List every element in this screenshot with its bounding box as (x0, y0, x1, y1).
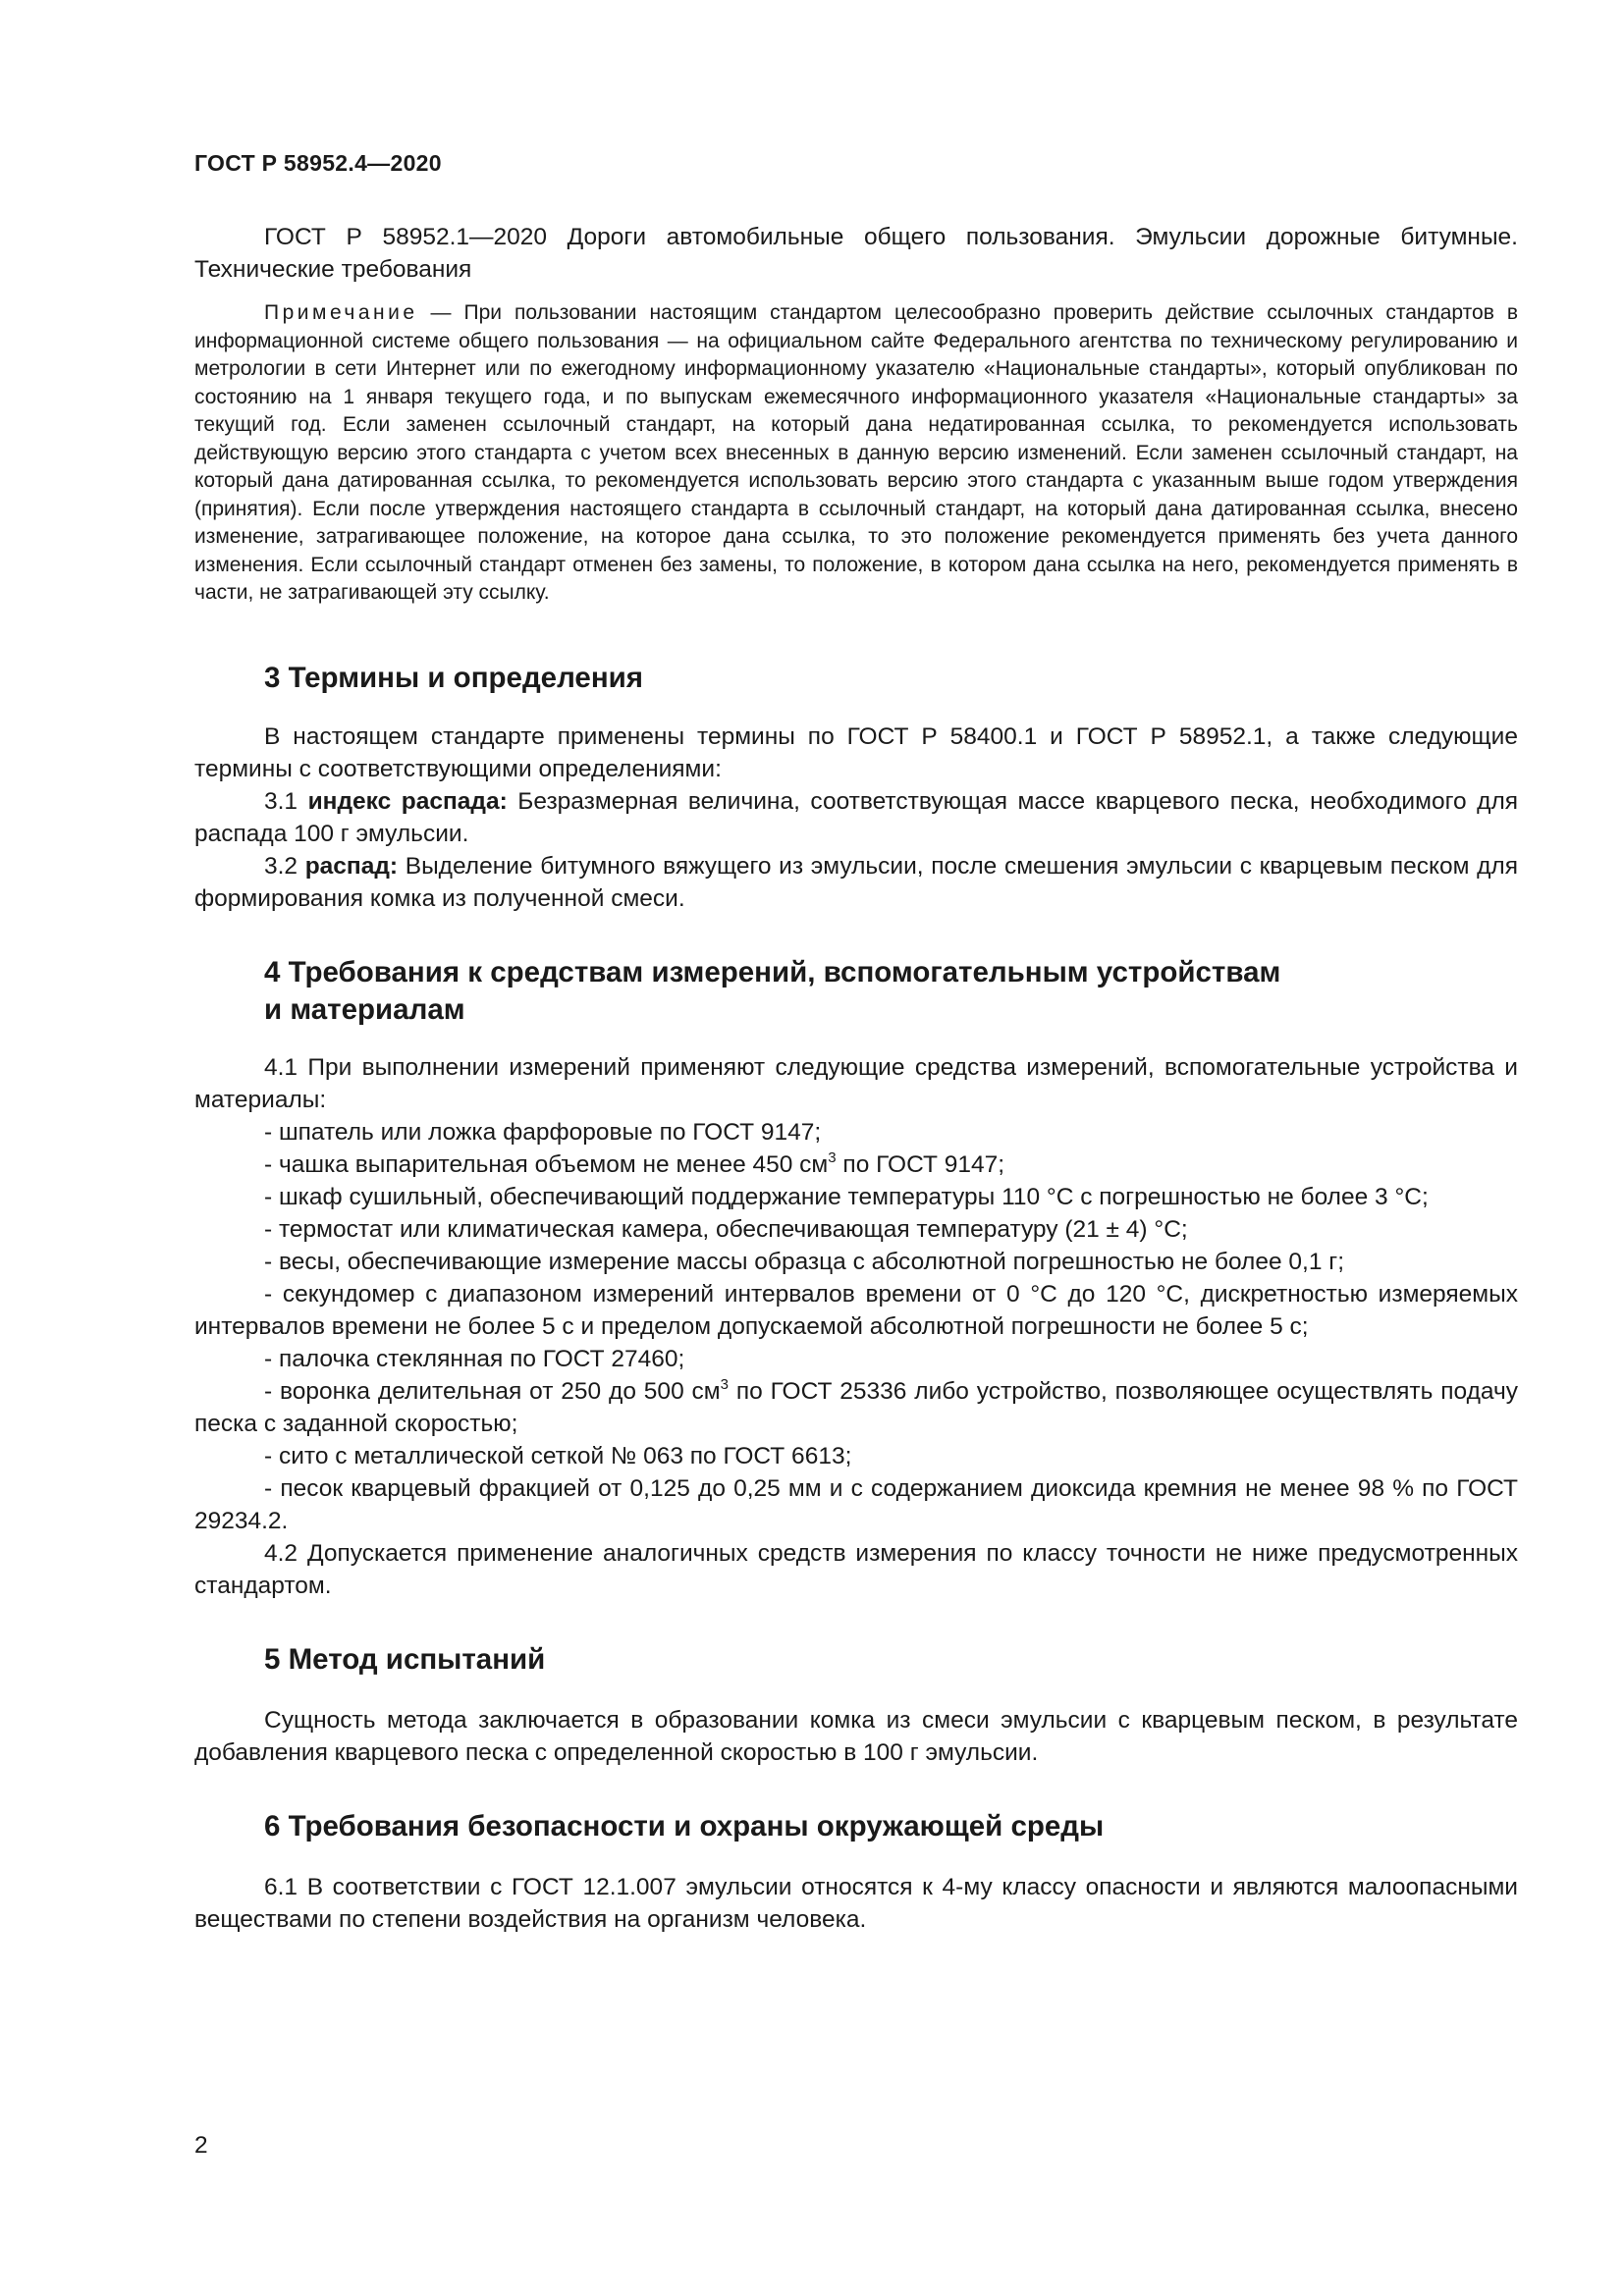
list-item: - шкаф сушильный, обеспечивающий поддержание температуры 110 °С с погрешностью не более 3 °С; (264, 1183, 1429, 1210)
funnel-text-end: по ГОСТ 25336 либо устройство, позволяющее осуществлять подачу песка с заданной скоростью; (194, 1377, 1519, 1437)
section-4-title-line2: и материалам (264, 992, 465, 1026)
cup-sup: 3 (828, 1148, 837, 1166)
ref-gost: ГОСТ Р 58952.1—2020 Дороги автомобильные общего пользования. Эмульсии дорожные битумные. Технические требования (194, 224, 1518, 283)
list-item: - палочка стеклянная по ГОСТ 27460; (264, 1345, 685, 1372)
list-item-funnel (194, 1375, 1518, 1440)
note-text: — При пользовании настоящим стандартом целесообразно проверить действие ссылочных стандартов в информационной системе общего пользования — на официальном сайте Федерального агентства по техническому регулированию и метрологии в сети Интернет или по ежегодному информационному указателю «Национальные стандарты», который опубликован по состоянию на 1 января текущего года, и по выпускам ежемесячного информационного указателя «Национальные стандарты» за текущий год. Если заменен ссылочный стандарт, на который дана недатированная ссылка, то рекомендуется использовать действующую версию этого стандарта с учетом всех внесенных в данную версию изменений. Если заменен ссылочный стандарт, на который дана датированная ссылка, то рекомендуется использовать версию этого стандарта с указанным выше годом утверждения (принятия). Если после утверждения настоящего стандарта в ссылочный стандарт, на который дана датированная ссылка, внесено изменение, затрагивающее положение, на которое дана ссылка, то это положение рекомендуется применять без учета данного изменения. Если ссылочный стандарт отменен без замены, то положение, в котором дана ссылка на него, рекомендуется применять в части, не затрагивающей эту ссылку. (194, 301, 1518, 604)
page-content (194, 221, 1518, 1936)
funnel-text: - воронка делительная от 250 до 500 см (264, 1377, 721, 1405)
section-3-title: 3 Термины и определения (264, 661, 644, 694)
term-3-1-num: 3.1 (264, 787, 308, 815)
term-3-2 (194, 850, 1518, 915)
section-4-title (194, 954, 1518, 1029)
section-6-title: 6 Требования безопасности и охраны окружающей среды (264, 1809, 1105, 1842)
s5-p1: Сущность метода заключается в образовании комка из смеси эмульсии с кварцевым песком, в результате добавления кварцевого песка с определенной скоростью в 100 г эмульсии. (194, 1706, 1518, 1766)
list-item: - весы, обеспечивающие измерение массы образца с абсолютной погрешностью не более 0,1 г; (264, 1248, 1345, 1275)
note (194, 299, 1518, 608)
section-4-title-line1: 4 Требования к средствам измерений, вспомогательным устройствам (264, 955, 1281, 988)
list-item: - сито с металлической сеткой № 063 по ГОСТ 6613; (264, 1442, 852, 1469)
cup-text: - чашка выпарительная объемом не менее 450 см (264, 1150, 829, 1178)
cup-text-end: по ГОСТ 9147; (836, 1150, 1005, 1178)
list-item: - шпатель или ложка фарфоровые по ГОСТ 9147; (264, 1118, 822, 1146)
note-label: Примечание (264, 301, 418, 324)
page-number: 2 (194, 2132, 208, 2159)
list-item: - песок кварцевый фракцией от 0,125 до 0,25 мм и с содержанием диоксида кремния не менее 98 % по ГОСТ 29234.2. (194, 1474, 1518, 1534)
s6-p1: 6.1 В соответствии с ГОСТ 12.1.007 эмульсии относятся к 4-му классу опасности и являются малоопасными веществами по степени воздействия на организм человека. (194, 1873, 1518, 1933)
s4-p1: 4.1 При выполнении измерений применяют следующие средства измерений, вспомогательные устройства и материалы: (194, 1053, 1518, 1113)
term-3-1-def: Безразмерная величина, соответствующая массе кварцевого песка, необходимого для распада 100 г эмульсии. (194, 787, 1519, 847)
term-3-1 (194, 785, 1518, 850)
funnel-sup: 3 (720, 1375, 729, 1393)
s3-intro: В настоящем стандарте применены термины по ГОСТ Р 58400.1 и ГОСТ Р 58952.1, а также следующие термины с соответствующими определениями: (194, 722, 1518, 782)
list-item: - секундомер с диапазоном измерений интервалов времени от 0 °С до 120 °С, дискретностью измеряемых интервалов времени не более 5 с и пределом допускаемой абсолютной погрешности не более 5 с; (194, 1280, 1518, 1340)
list-item-cup (194, 1148, 1518, 1181)
term-3-1-term: индекс распада: (307, 787, 508, 815)
s4-p2: 4.2 Допускается применение аналогичных средств измерения по классу точности не ниже предусмотренных стандартом. (194, 1539, 1518, 1599)
term-3-2-def: Выделение битумного вяжущего из эмульсии, после смешения эмульсии с кварцевым песком для формирования комка из полученной смеси. (194, 852, 1518, 912)
term-3-2-term: распад: (304, 852, 399, 880)
list-item: - термостат или климатическая камера, обеспечивающая температуру (21 ± 4) °С; (264, 1215, 1188, 1243)
document-header: ГОСТ Р 58952.4—2020 (194, 150, 442, 176)
section-5-title: 5 Метод испытаний (264, 1642, 546, 1676)
term-3-2-num: 3.2 (264, 852, 305, 880)
